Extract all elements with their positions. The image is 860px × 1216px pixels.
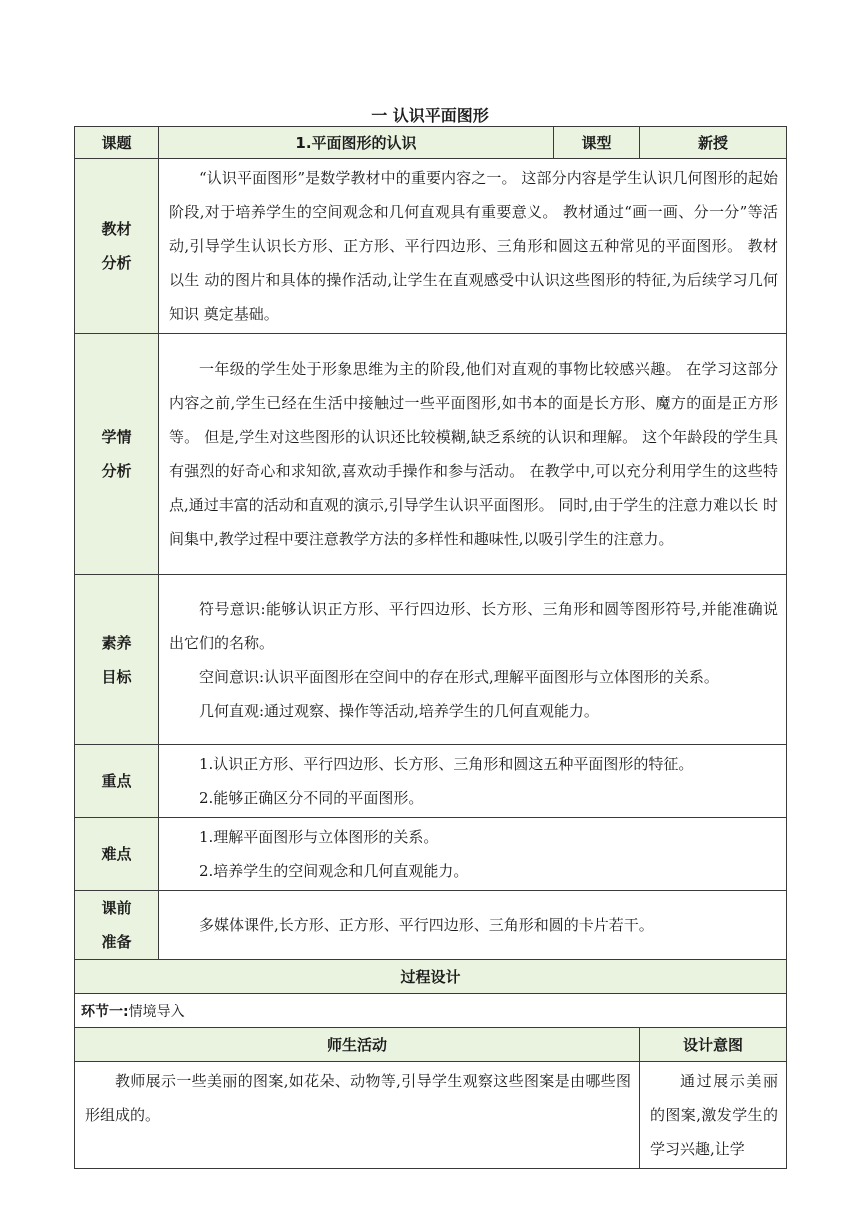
paragraph: 几何直观:通过观察、操作等活动,培养学生的几何直观能力。 [199,701,599,720]
goals-row [75,575,787,745]
label-line: 学情 [101,428,132,446]
textbook-analysis-text [159,159,787,334]
intent-column-header: 设计意图 [640,1028,787,1062]
difficult-points-text [159,818,787,891]
paragraph: 空间意识:认识平面图形在空间中的存在形式,理解平面图形与立体图形的关系。 [199,667,719,686]
textbook-analysis-label [75,159,159,334]
intent-text [640,1062,787,1169]
paragraph: “认识平面图形”是数学教材中的重要内容之一。 这部分内容是学生认识几何图形的起始 阶段,对于培养学生的空间观念和几何直观具有重要意义。 教材通过“画一画、分一分”等活 动,引导学生认识长方形、正方形、平行四边形、三角形和圆这五种常见的平面图形。 教材以生 动的图片和具体的操作活动,让学生在直观感受中认识这些图形的特征,为后续学习几何知识 奠定基础。 [169,169,779,323]
process-content-row [75,1062,787,1169]
label-line: 分析 [101,254,132,272]
label-line: 教材 [101,220,132,238]
label-line: 分析 [101,462,132,480]
paragraph: 教师展示一些美丽的图案,如花朵、动物等,引导学生观察这些图案是由哪些图形组成的。 [85,1072,631,1124]
key-points-label: 重点 [75,745,159,818]
type-label: 课型 [554,127,640,159]
topic-label: 课题 [75,127,159,159]
difficult-points-row [75,818,787,891]
student-analysis-label [75,334,159,575]
stage-heading [75,994,787,1028]
student-analysis-row [75,334,787,575]
stage-label: 环节一: [81,1003,129,1020]
process-columns-row [75,1028,787,1062]
paragraph: 符号意识:能够认识正方形、平行四边形、长方形、三角形和圆等图形符号,并能准确说出它们的名称。 [169,599,779,652]
preparation-row [75,891,787,960]
goals-text [159,575,787,745]
student-analysis-text [159,334,787,575]
key-points-row [75,745,787,818]
lesson-plan-table [74,126,787,1169]
header-row [75,127,787,159]
preparation-label [75,891,159,960]
activity-text [75,1062,640,1169]
paragraph: 2.能够正确区分不同的平面图形。 [199,789,424,807]
topic-value: 1.平面图形的认识 [159,127,554,159]
textbook-analysis-row [75,159,787,334]
process-title: 过程设计 [75,960,787,994]
goals-label [75,575,159,745]
process-title-row [75,960,787,994]
paragraph: 2.培养学生的空间观念和几何直观能力。 [199,862,469,880]
stage-name: 情境导入 [128,1003,185,1020]
type-value: 新授 [640,127,787,159]
paragraph: 通过展示美丽的图案,激发学生的学习兴趣,让学 [650,1072,779,1158]
paragraph: 1.理解平面图形与立体图形的关系。 [199,828,439,846]
paragraph: 一年级的学生处于形象思维为主的阶段,他们对直观的事物比较感兴趣。 在学习这部分 内容之前,学生已经在生活中接触过一些平面图形,如书本的面是长方形、魔方的面是正方形 等。 但是,学生对这些图形的认识还比较模糊,缺乏系统的认识和理解。 这个年龄段的学生具 有强烈的好奇心和求知欲,喜欢动手操作和参与活动。 在教学中,可以充分利用学生的这些特 点,通过丰富的活动和直观的演示,引导学生认识平面图形。 同时,由于学生的注意力难以长 时间集中,教学过程中要注意教学方法的多样性和趣味性,以吸引学生的注意力。 [169,360,779,548]
difficult-points-label: 难点 [75,818,159,891]
preparation-text [159,891,787,960]
activity-column-header: 师生活动 [75,1028,640,1062]
paragraph: 1.认识正方形、平行四边形、长方形、三角形和圆这五种平面图形的特征。 [199,755,694,773]
key-points-text [159,745,787,818]
paragraph: 多媒体课件,长方形、正方形、平行四边形、三角形和圆的卡片若干。 [199,916,654,934]
label-line: 素养 [101,633,132,652]
stage-row [75,994,787,1028]
label-line: 目标 [101,667,132,686]
document-title: 一 认识平面图形 [371,106,489,125]
label-line: 准备 [101,933,132,951]
label-line: 课前 [101,899,132,917]
